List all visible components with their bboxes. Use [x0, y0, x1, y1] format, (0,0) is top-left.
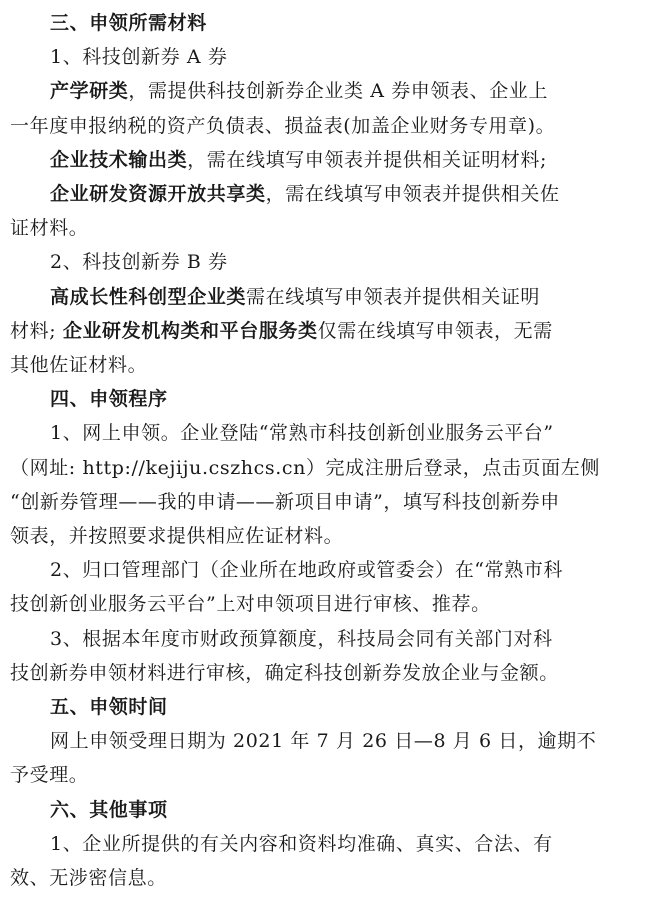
paragraph-a1-line1: [10, 74, 614, 108]
paragraph-b1-text: 需在线填写申领表并提供相关证明: [246, 285, 541, 308]
paragraph-b2-text: 仅需在线填写申领表，无需: [317, 319, 553, 342]
coupon-b-title: 2、科技创新券 B 券: [50, 251, 228, 274]
section-5-heading: 五、申领时间: [50, 696, 168, 719]
paragraph-a2-text: ，需在线填写申领表并提供相关证明材料;: [187, 148, 548, 171]
term-high-growth-enterprise: 高成长性科创型企业类: [50, 285, 247, 308]
paragraph-a3-text: ，需在线填写申领表并提供相关佐: [265, 183, 560, 206]
step1-line4: 领表，并按照要求提供相应佐证材料。: [10, 525, 344, 548]
application-period-line2: 予受理。: [10, 764, 89, 787]
paragraph-b1-text2: 材料;: [10, 319, 57, 342]
other-matters-line2: 效、无涉密信息。: [10, 867, 167, 890]
term-industry-university-research: 产学研类: [50, 80, 129, 103]
section-4-heading: 四、申领程序: [50, 388, 168, 411]
section-3-heading: 三、申领所需材料: [50, 12, 207, 34]
step2-line1: 2、归口管理部门（企业所在地政府或管委会）在“常熟市科: [50, 559, 564, 582]
paragraph-b1-line1: [10, 280, 614, 314]
paragraph-a3-line2: 证材料。: [10, 217, 89, 240]
paragraph-a3-line1: [10, 177, 614, 211]
step3-line2: 技创新券申领材料进行审核，确定科技创新券发放企业与金额。: [10, 661, 559, 684]
step2-line2: 技创新创业服务云平台”上对申领项目进行审核、推荐。: [10, 593, 491, 616]
coupon-a-title: 1、科技创新券 A 券: [50, 46, 228, 69]
step1-line3: “创新券管理——我的申请——新项目申请”，填写科技创新券申: [10, 490, 560, 513]
other-matters-line1: 1、企业所提供的有关内容和资料均准确、真实、合法、有: [50, 832, 553, 855]
paragraph-b2-line2: 其他佐证材料。: [10, 354, 148, 377]
step1-line1: 1、网上申领。企业登陆“常熟市科技创新创业服务云平台”: [50, 422, 554, 445]
paragraph-a1-line2: 一年度申报纳税的资产负债表、损益表(加盖企业财务专用章)。: [10, 114, 556, 137]
term-tech-output: 企业技术输出类: [50, 148, 188, 171]
paragraph-a2-line1: [10, 143, 614, 177]
step3-line1: 3、根据本年度市财政预算额度，科技局会同有关部门对科: [50, 627, 553, 650]
step1-line2: （网址: http://kejiju.cszhcs.cn）完成注册后登录，点击页面左侧: [10, 456, 600, 479]
section-6-heading: 六、其他事项: [50, 798, 168, 821]
term-rd-resource-sharing: 企业研发资源开放共享类: [50, 183, 266, 206]
paragraph-b1-line2: [10, 314, 614, 348]
application-period-line1: 网上申领受理日期为 2021 年 7 月 26 日—8 月 6 日，逾期不: [50, 730, 597, 753]
paragraph-a1-text: ，需提供科技创新券企业类 A 券申领表、企业上: [128, 80, 549, 103]
term-rd-institution-platform: 企业研发机构类和平台服务类: [62, 319, 318, 342]
